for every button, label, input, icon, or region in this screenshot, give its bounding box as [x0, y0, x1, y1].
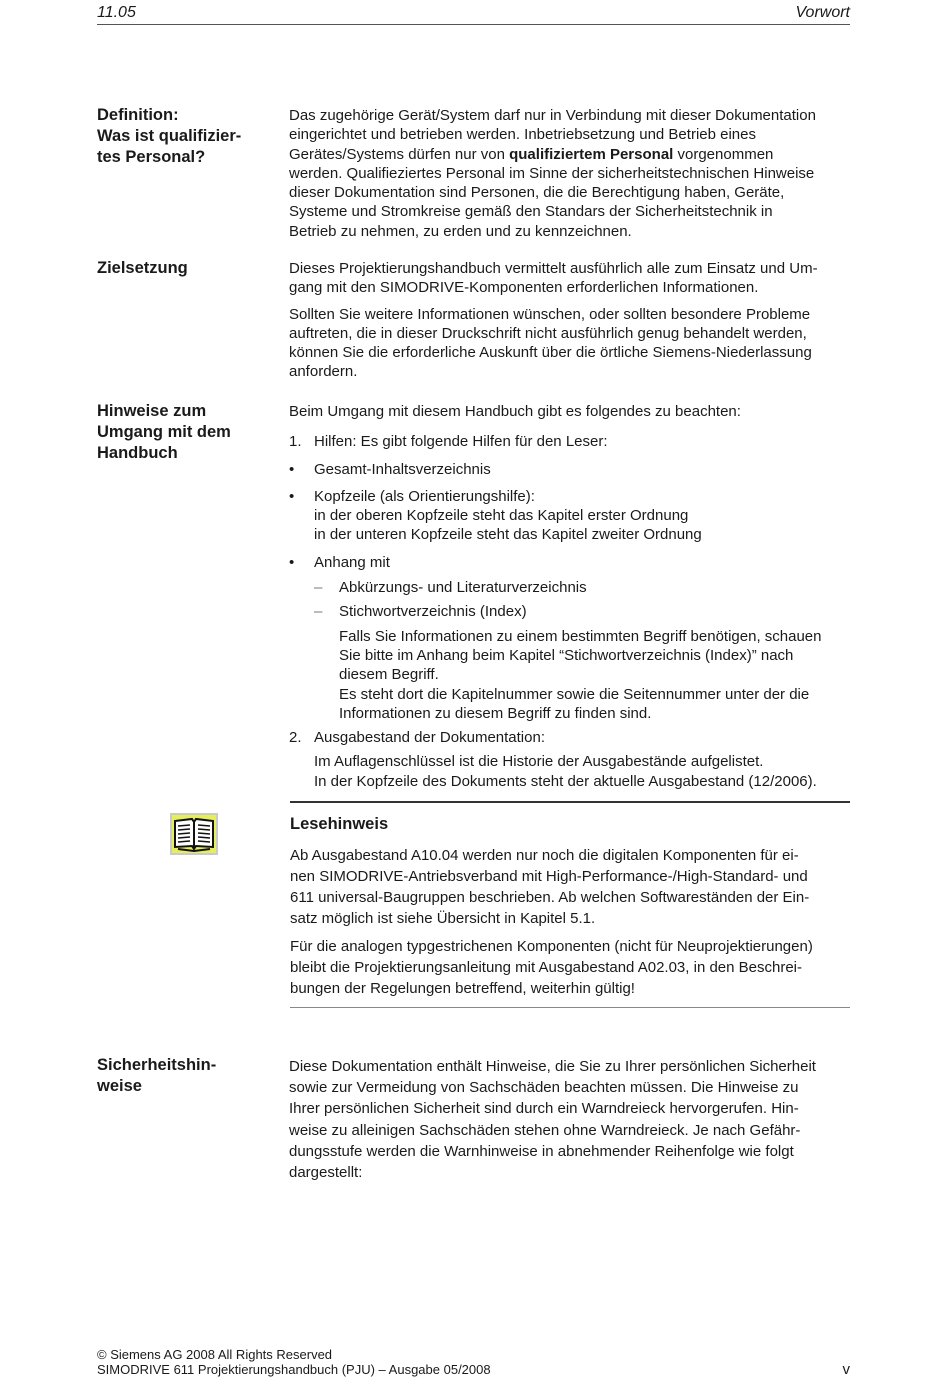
bullet-item	[289, 553, 851, 572]
footer-publication: SIMODRIVE 611 Projektierungshandbuch (PJU) – Ausgabe 05/2008	[97, 1362, 491, 1377]
text-line: weise zu alleinigen Sachschäden stehen ohne Warndreieck. Je nach Gefähr-	[289, 1121, 801, 1139]
text-line: In der Kopfzeile des Dokuments steht der aktuelle Ausgabestand (12/2006).	[314, 772, 817, 790]
heading-line: weise	[97, 1077, 142, 1095]
dash-item	[289, 602, 851, 621]
paragraph: Beim Umgang mit diesem Handbuch gibt es folgendes zu beachten:	[289, 403, 741, 420]
text-line: Falls Sie Informationen zu einem bestimmten Begriff benötigen, schauen	[339, 627, 822, 645]
text-run: Gerätes/Systems dürfen nur von	[289, 145, 510, 163]
hinweise-heading	[97, 401, 267, 464]
heading-line: Umgang mit dem	[97, 423, 231, 441]
text-line: dungsstufe werden die Warnhinweise in abnehmender Reihenfolge wie folgt	[289, 1142, 794, 1160]
zielsetzung-heading	[97, 258, 267, 279]
header-rule	[97, 24, 850, 25]
text-line: bleibt die Projektierungsanleitung mit Ausgabestand A02.03, in den Beschrei-	[290, 959, 802, 976]
text-line: Informationen zu diesem Begriff zu finden sind.	[339, 704, 652, 722]
list-item-text: Ausgabestand der Dokumentation:	[314, 729, 545, 747]
heading-line: tes Personal?	[97, 148, 206, 166]
hinweise-text	[289, 402, 851, 791]
text-line: Ab Ausgabestand A10.04 werden nur noch die digitalen Komponenten für ei-	[290, 847, 799, 864]
footer-copyright: © Siemens AG 2008 All Rights Reserved	[97, 1347, 333, 1362]
qualified-personnel-term: qualifiziertem Personal	[509, 145, 674, 163]
bullet-icon: •	[289, 487, 295, 505]
text-line: Im Auflagenschlüssel ist die Historie der Ausgabestände aufgelistet.	[314, 753, 764, 771]
list-item-text: Hilfen: Es gibt folgende Hilfen für den Leser:	[314, 433, 608, 451]
text-line: Sie bitte im Anhang beim Kapitel “Stichwortverzeichnis (Index)” nach	[339, 646, 794, 664]
text-line: Systeme und Stromkreise gemäß den Standars der Sicherheitstechnik in	[289, 203, 773, 221]
heading-line: Was ist qualifizier-	[97, 127, 242, 145]
text-line: Dieses Projektierungshandbuch vermittelt ausführlich alle zum Einsatz und Um-	[289, 260, 818, 277]
bullet-text: in der unteren Kopfzeile steht das Kapitel zweiter Ordnung	[314, 526, 702, 544]
sicherheit-heading	[97, 1055, 267, 1097]
text-line: Ihrer persönlichen Sicherheit sind durch ein Warndreieck hervorgerufen. Hin-	[289, 1100, 799, 1118]
book-icon	[170, 813, 218, 855]
text-line: Betrieb zu nehmen, zu erden und zu kennzeichnen.	[289, 222, 632, 240]
heading-line: Definition:	[97, 106, 179, 124]
definition-text	[289, 106, 851, 241]
index-explanation	[289, 627, 851, 723]
definition-heading	[97, 105, 267, 168]
bullet-item	[289, 460, 851, 479]
list-number: 1.	[289, 433, 302, 451]
text-line	[289, 145, 851, 164]
text-line: Diese Dokumentation enthält Hinweise, die Sie zu Ihrer persönlichen Sicherheit	[289, 1058, 816, 1075]
text-line: sowie zur Vermeidung von Sachschäden beachten müssen. Die Hinweise zu	[289, 1079, 799, 1097]
note-bottom-rule	[290, 1007, 850, 1008]
text-line: anfordern.	[289, 363, 358, 381]
text-line: bungen der Regelungen betreffend, weiterhin gültig!	[290, 980, 635, 997]
dash-text: Stichwortverzeichnis (Index)	[339, 603, 527, 621]
dash-text: Abkürzungs- und Literaturverzeichnis	[339, 579, 587, 597]
zielsetzung-text	[289, 259, 851, 382]
text-line: 611 universal-Baugruppen beschrieben. Ab welchen Softwareständen der Ein-	[290, 889, 810, 906]
paragraph	[290, 936, 850, 999]
text-line: werden. Qualifieziertes Personal im Sinne der sicherheitstechnischen Hinweise	[289, 164, 815, 182]
sicherheit-text	[289, 1056, 851, 1183]
text-line: satz möglich ist siehe Übersicht in Kapitel 5.1.	[290, 910, 596, 927]
list-number: 2.	[289, 729, 302, 747]
bullet-item	[289, 487, 851, 545]
text-line: Sollten Sie weitere Informationen wünschen, oder sollten besondere Probleme	[289, 305, 811, 323]
text-line: dargestellt:	[289, 1164, 363, 1182]
heading-line: Handbuch	[97, 444, 178, 462]
heading-line: Sicherheitshin-	[97, 1056, 217, 1074]
text-line: auftreten, die in dieser Druckschrift nicht ausführlich genug behandelt werden,	[289, 324, 807, 342]
bullet-text: Kopfzeile (als Orientierungshilfe):	[314, 487, 535, 505]
note-top-rule	[290, 801, 850, 803]
bullet-icon: •	[289, 460, 295, 478]
bullet-icon: •	[289, 553, 295, 571]
header-chapter-title: Vorwort	[795, 4, 850, 21]
paragraph	[289, 305, 851, 382]
bullet-text: Gesamt-Inhaltsverzeichnis	[314, 460, 491, 478]
text-line: Es steht dort die Kapitelnummer sowie die Seitennummer unter der die	[339, 685, 810, 703]
heading-line: Zielsetzung	[97, 259, 188, 277]
paragraph	[290, 845, 850, 929]
dash-item	[289, 578, 851, 597]
list-item	[289, 728, 851, 791]
header-chapter-number: 11.05	[97, 4, 136, 21]
text-line: Für die analogen typgestrichenen Komponenten (nicht für Neuprojektierungen)	[290, 938, 813, 955]
text-line: können Sie die erforderliche Auskunft über die örtliche Siemens-Niederlassung	[289, 344, 812, 362]
text-line: gang mit den SIMODRIVE-Komponenten erforderlichen Informationen.	[289, 279, 759, 297]
note-title: Lesehinweis	[290, 815, 389, 833]
list-item	[289, 432, 851, 451]
heading-line: Hinweise zum	[97, 402, 207, 420]
dash-marker: –	[314, 603, 323, 621]
bullet-text: in der oberen Kopfzeile steht das Kapitel erster Ordnung	[314, 507, 689, 525]
text-line: nen SIMODRIVE-Antriebsverband mit High-Performance-/High-Standard- und	[290, 868, 808, 885]
page-number: v	[842, 1361, 850, 1378]
dash-marker: –	[314, 579, 323, 597]
note-text	[290, 845, 850, 999]
bullet-text: Anhang mit	[314, 553, 390, 571]
text-run: vorgenommen	[673, 145, 774, 163]
text-line: dieser Dokumentation sind Personen, die die Berechtigung haben, Geräte,	[289, 184, 785, 202]
paragraph	[289, 259, 851, 298]
text-line: Das zugehörige Gerät/System darf nur in Verbindung mit dieser Dokumentation	[289, 107, 816, 124]
text-line: eingerichtet und betrieben werden. Inbetriebsetzung und Betrieb eines	[289, 126, 756, 144]
text-line: diesem Begriff.	[339, 666, 439, 684]
